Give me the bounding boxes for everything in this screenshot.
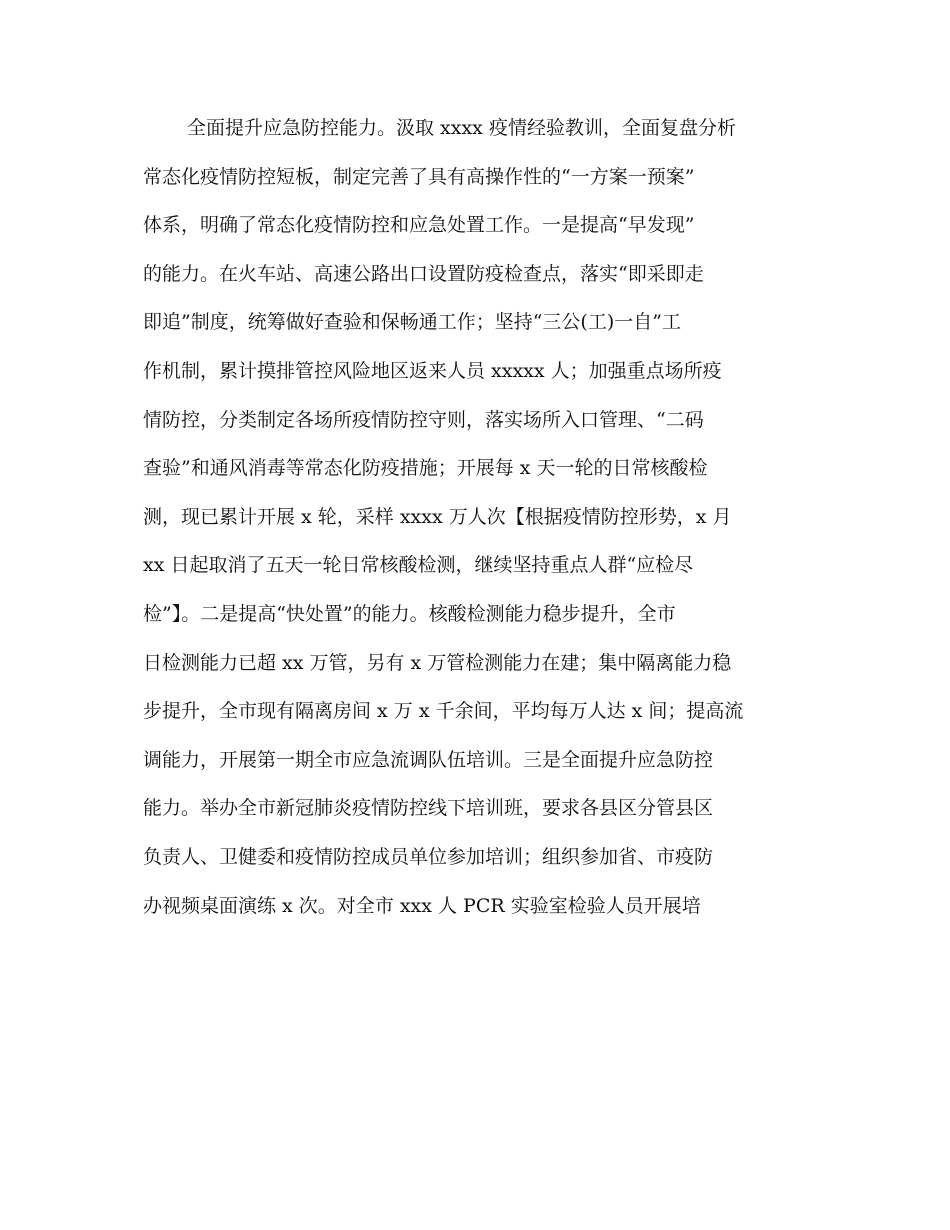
text-line: 步提升，全市现有隔离房间 x 万 x 千余间，平均每万人达 x 间；提高流 (143, 700, 744, 723)
text-line: 测，现已累计开展 x 轮，采样 xxxx 万人次【根据疫情防控形势，x 月 (143, 505, 732, 528)
text-line: 能力。举办全市新冠肺炎疫情防控线下培训班，要求各县区分管县区 (143, 797, 714, 820)
text-line: 全面提升应急防控能力。汲取 xxxx 疫情经验教训，全面复盘分析 (187, 117, 736, 139)
text-line: 的能力。在火车站、高速公路出口设置防疫检查点，落实“即采即走 (143, 262, 704, 285)
text-line: 调能力，开展第一期全市应急流调队伍培训。三是全面提升应急防控 (143, 748, 714, 771)
text-line: 常态化疫情防控短板，制定完善了具有高操作性的“一方案一预案” (143, 165, 695, 188)
text-line: 办视频桌面演练 x 次。对全市 xxx 人 PCR 实验室检验人员开展培 (143, 894, 701, 917)
text-line: xx 日起取消了五天一轮日常核酸检测，继续坚持重点人群“应检尽 (143, 554, 694, 577)
text-line: 检”】。二是提高“快处置”的能力。核酸检测能力稳步提升，全市 (143, 602, 676, 625)
text-line: 作机制，累计摸排管控风险地区返来人员 xxxxx 人；加强重点场所疫 (143, 359, 722, 382)
text-line: 即追”制度，统筹做好查验和保畅通工作；坚持“三公(工)一自”工 (143, 311, 681, 334)
text-line: 查验”和通风消毒等常态化防疫措施；开展每 x 天一轮的日常核酸检 (143, 457, 708, 480)
text-line: 情防控，分类制定各场所疫情防控守则，落实场所入口管理、“二码 (143, 408, 704, 431)
body-paragraph (143, 108, 823, 934)
text-line: 日检测能力已超 xx 万管，另有 x 万管检测能力在建；集中隔离能力稳 (143, 651, 732, 674)
text-line: 负责人、卫健委和疫情防控成员单位参加培训；组织参加省、市疫防 (143, 845, 714, 868)
text-line: 体系，明确了常态化疫情防控和应急处置工作。一是提高“早发现” (143, 214, 695, 237)
